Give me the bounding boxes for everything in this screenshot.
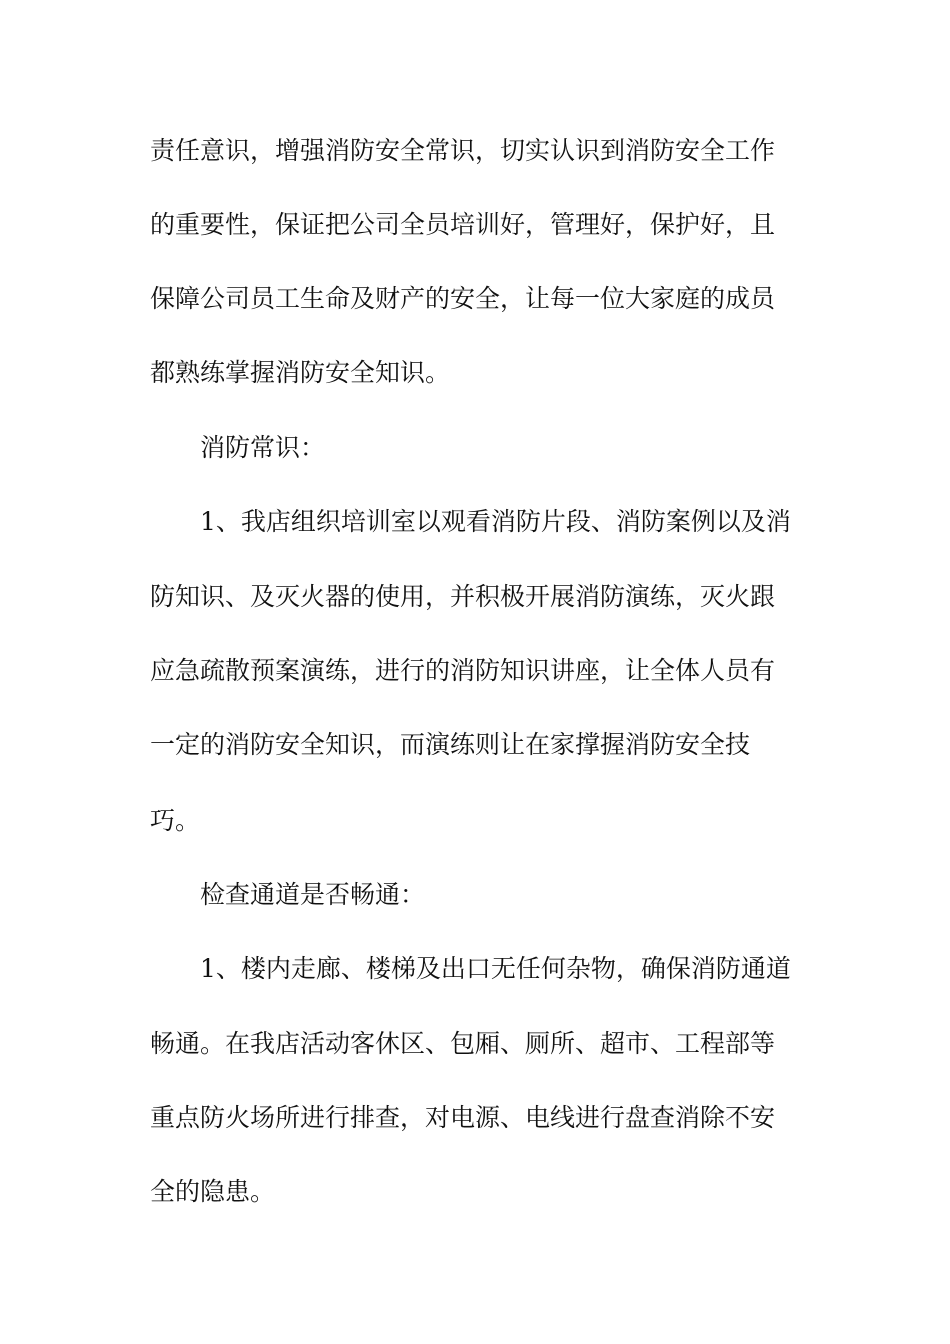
paragraph-line: 全的隐患。 (150, 1177, 276, 1206)
paragraph-line: 畅通。在我店活动客休区、包厢、厕所、超市、工程部等 (150, 1029, 776, 1058)
paragraph-line: 保障公司员工生命及财产的安全，让每一位大家庭的成员 (150, 284, 776, 313)
paragraph-line: 都熟练掌握消防安全知识。 (150, 358, 451, 387)
paragraph-line: 重点防火场所进行排查，对电源、电线进行盘查消除不安 (150, 1103, 776, 1132)
paragraph-line: 防知识、及灭火器的使用，并积极开展消防演练，灭火跟 (150, 582, 776, 611)
section-heading: 消防常识： (200, 433, 326, 462)
paragraph-line: 的重要性，保证把公司全员培训好，管理好，保护好，且 (150, 210, 776, 239)
section-heading: 检查通道是否畅通： (200, 880, 426, 909)
paragraph-line: 巧。 (150, 806, 201, 835)
paragraph-line: 1、我店组织培训室以观看消防片段、消防案例以及消 (200, 507, 791, 536)
paragraph-line: 责任意识，增强消防安全常识，切实认识到消防安全工作 (150, 136, 776, 165)
paragraph-line: 一定的消防安全知识，而演练则让在家撑握消防安全技 (150, 730, 751, 759)
paragraph-line: 应急疏散预案演练，进行的消防知识讲座，让全体人员有 (150, 656, 776, 685)
paragraph-line: 1、楼内走廊、楼梯及出口无任何杂物，确保消防通道 (200, 954, 791, 983)
